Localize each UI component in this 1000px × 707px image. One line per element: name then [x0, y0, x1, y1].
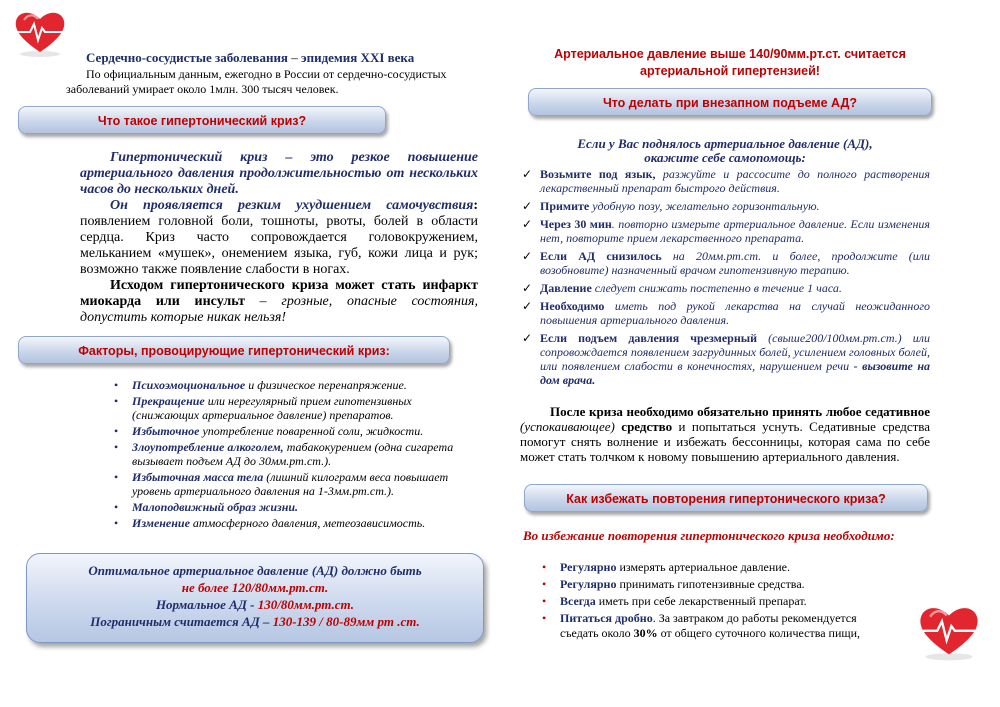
factor-item: [114, 470, 454, 498]
factor-item: [114, 378, 454, 392]
factor-bold: Психоэмоциональное: [132, 378, 246, 392]
bullet-icon: •: [114, 424, 119, 438]
banner-how-to-avoid: Как избежать повторения гипертонического криза?: [524, 484, 928, 512]
step-item: [522, 299, 930, 327]
factors-list: [114, 378, 454, 532]
factor-rest: или нерегулярный прием гипотензивных (снижающих артериальное давление) препаратов.: [132, 394, 412, 422]
step-bold: Давление: [540, 281, 592, 295]
bullet-icon: •: [114, 378, 119, 392]
factor-bold: Изменение: [132, 516, 190, 530]
tip-rest: иметь при себе лекарственный препарат.: [595, 594, 807, 608]
bullet-icon: •: [542, 611, 547, 625]
checkmark-icon: ✓: [522, 331, 533, 345]
tip-bold: Регулярно: [560, 560, 617, 574]
right-headline: [540, 46, 920, 80]
headline-line-1: Артериальное давление выше 140/90мм.рт.ст. считается: [554, 47, 906, 61]
bullet-icon: •: [114, 394, 119, 408]
factor-bold: Избыточное: [132, 424, 200, 438]
border-label: Пограничным считается АД –: [90, 614, 273, 629]
normal-label: Нормальное АД -: [155, 597, 258, 612]
factor-rest: и физическое перенапряжение.: [245, 378, 407, 392]
after-text: и попытаться уснуть. Седативные средства помогут снять волнение и избежать бессонницы, которая сама по себе может стать толчком к новому повышению артериального давления.: [520, 419, 931, 464]
title-separator: –: [287, 50, 301, 65]
banner-factors: Факторы, провоцирующие гипертонический криз:: [18, 336, 450, 364]
step-bold: Если АД снизилось: [540, 249, 662, 263]
optimal-line-1: Оптимальное артериальное давление (АД) должно быть: [88, 563, 422, 578]
definition-paragraph: [80, 150, 478, 326]
step-item: [522, 217, 930, 245]
outcome-italic: – грозные, опасные состояния, допустить которые никак нельзя!: [80, 294, 479, 325]
optimal-pressure-box: [26, 553, 484, 643]
checkmark-icon: ✓: [522, 167, 533, 181]
heart-cardiogram-logo-icon: [916, 602, 982, 662]
factor-rest: употребление поваренной соли, жидкости.: [199, 424, 424, 438]
bullet-icon: •: [114, 500, 119, 514]
bullet-icon: •: [542, 577, 547, 591]
symptoms-colon: :: [473, 198, 478, 213]
step-rest: разжуйте и рассосите до полного растворения лекарственный препарат быстрого действия.: [540, 167, 930, 195]
step-rest: удобную позу, желательно горизонтальную.: [589, 199, 820, 213]
outcome-text: [80, 278, 478, 326]
bullet-icon: •: [542, 560, 547, 574]
outcome-bold: Исходом гипертонического криза может стать инфаркт миокарда или инсульт: [80, 278, 478, 309]
factor-rest: табакокурением (одна сигарета вызывает подъем АД до 30мм.рт.ст.).: [132, 440, 454, 468]
bullet-icon: •: [114, 516, 119, 530]
tip-bold: Питаться дробно: [560, 611, 653, 625]
tip-rest: измерять артериальное давление.: [616, 560, 790, 574]
tip-item: [542, 611, 892, 641]
after-italic: (успокаивающее): [520, 419, 615, 434]
checkmark-icon: ✓: [522, 249, 533, 263]
heart-cardiogram-logo-icon: [12, 8, 68, 58]
step-rest: . повторно измерьте артериальное давление. Если изменения нет, повторите прием лекарственного препарата.: [540, 217, 930, 245]
checkmark-icon: ✓: [522, 199, 533, 213]
step-item: [522, 249, 930, 277]
step-bold: Если подъем давления чрезмерный: [540, 331, 758, 345]
step-bold: Возьмите под язык,: [540, 167, 656, 181]
checkmark-icon: ✓: [522, 217, 533, 231]
factor-item: [114, 516, 454, 530]
tip-bold-2: 30%: [633, 626, 658, 640]
after-bold-1: После криза необходимо обязательно принять любое седативное: [550, 404, 930, 419]
left-intro: По официальным данным, ежегодно в России от сердечно-сосудистых заболеваний умирает около 1млн. 300 тысяч человек.: [66, 67, 447, 96]
tip-rest: принимать гипотензивные средства.: [616, 577, 805, 591]
step-item: [522, 199, 930, 213]
factor-bold: Избыточная масса тела: [132, 470, 264, 484]
self-help-line-1: Если у Вас поднялось артериальное давление (АД),: [577, 136, 873, 151]
factor-item: [114, 394, 454, 422]
step-rest: на 20мм.рт.ст. и более, продолжите (или возобновите) назначенный врачом гипотензивную терапию.: [540, 249, 930, 277]
border-value: 130-139 / 80-89мм рт .ст.: [272, 614, 420, 629]
bullet-icon: •: [542, 594, 547, 608]
factor-item: [114, 440, 454, 468]
tip-rest: . За завтраком до работы рекомендуется съедать около: [560, 611, 857, 640]
factor-bold: Злоупотребление алкоголем,: [132, 440, 284, 454]
headline-line-2: артериальной гипертензией!: [640, 64, 820, 78]
step-bold: Необходимо: [540, 299, 605, 313]
symptoms-text: [80, 198, 478, 278]
avoid-intro: Во избежание повторения гипертонического криза необходимо:: [523, 528, 895, 543]
factor-item: [114, 500, 454, 514]
banner-what-to-do: Что делать при внезапном подъеме АД?: [528, 88, 932, 116]
step-rest: следует снижать постепенно в течение 1 часа.: [591, 281, 842, 295]
step-item: [522, 281, 930, 295]
checkmark-icon: ✓: [522, 281, 533, 295]
left-title: [86, 50, 414, 66]
step-rest: (свыше200/100мм.рт.ст.) или сопровождается появлением загрудинных болей, усилением головных болей, или появлением слабости в конечностях, нарушением речи: [540, 331, 930, 373]
tips-list: [542, 560, 892, 643]
step-bold: Примите: [540, 199, 590, 213]
normal-value: 130/80мм.рт.ст.: [257, 597, 355, 612]
self-help-steps-list: [522, 167, 930, 391]
step-item: [522, 331, 930, 387]
bullet-icon: •: [114, 470, 119, 484]
tip-rest-2: от общего суточного количества пищи,: [657, 626, 861, 640]
step-tail: - вызовите на дом врача.: [540, 359, 930, 387]
self-help-line-2: окажите себе самопомощь:: [644, 150, 806, 165]
tip-bold: Регулярно: [560, 577, 617, 591]
symptoms-lead: Он проявляется резким ухудшением самочувствия: [110, 198, 474, 213]
factor-item: [114, 424, 454, 438]
factor-bold: Малоподвижный образ жизни.: [132, 500, 299, 514]
step-rest: иметь под рукой лекарства на случай неожиданного повышения артериального давления.: [540, 299, 930, 327]
factor-rest: (лишний килограмм веса повышает уровень артериального давления на 1-3мм.рт.ст.).: [132, 470, 449, 498]
definition-text: Гипертонический криз – это резкое повышение артериального давления продолжительностью от нескольких часов до нескольких дней.: [80, 150, 478, 197]
title-part-1: Сердечно-сосудистые заболевания: [86, 50, 288, 65]
checkmark-icon: ✓: [522, 299, 533, 313]
self-help-intro: [520, 137, 930, 165]
tip-bold: Всегда: [560, 594, 596, 608]
tip-item: [542, 594, 892, 609]
step-bold: Через 30 мин: [540, 217, 612, 231]
tip-item: [542, 560, 892, 575]
title-part-2: эпидемия XXI века: [300, 50, 415, 65]
after-crisis-paragraph: [520, 404, 930, 464]
banner-what-is-crisis: Что такое гипертонический криз?: [18, 106, 386, 134]
factor-bold: Прекращение: [132, 394, 205, 408]
step-item: [522, 167, 930, 195]
factor-rest: атмосферного давления, метеозависимость.: [189, 516, 426, 530]
after-bold-2: средство: [614, 419, 673, 434]
tip-item: [542, 577, 892, 592]
bullet-icon: •: [114, 440, 119, 454]
optimal-line-2: не более 120/80мм.рт.ст.: [181, 580, 329, 595]
symptoms-body: появлением головной боли, тошноты, рвоты, болей в области сердца. Криз часто сопровождается головокружением, мельканием «мушек», онемением языка, губ, кожи лица и рук; возможно также появление слабости в ногах.: [80, 214, 478, 277]
